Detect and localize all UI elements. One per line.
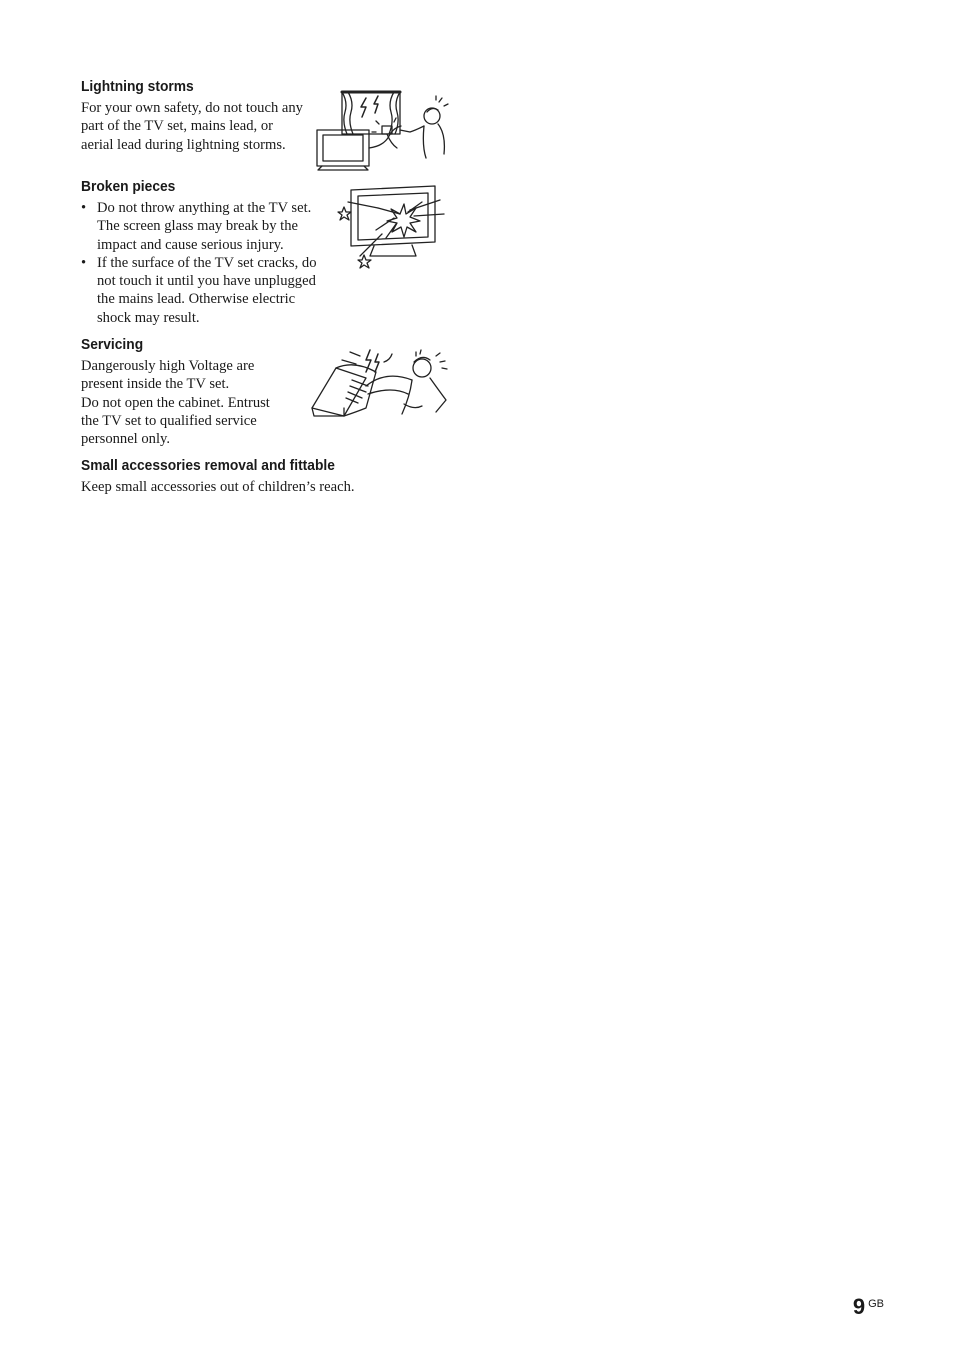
section-small-accessories	[81, 457, 357, 496]
section-broken-pieces	[81, 178, 317, 327]
heading-broken-pieces: Broken pieces	[81, 178, 176, 195]
page-number-suffix: GB	[868, 1298, 884, 1310]
tv-lightning-illustration	[314, 88, 452, 172]
heading-small-accessories: Small accessories removal and fittable	[81, 457, 335, 474]
text-line: The screen glass may break by the	[97, 218, 298, 235]
lightning-storms-text	[81, 99, 303, 154]
text-line: the mains lead. Otherwise electric	[97, 291, 296, 308]
text-line: If the surface of the TV set cracks, do	[97, 254, 317, 271]
text-line: personnel only.	[81, 431, 171, 448]
text-line: the TV set to qualified service	[81, 412, 257, 429]
text-line: For your own safety, do not touch any	[81, 100, 303, 116]
text-line: not touch it until you have unplugged	[97, 273, 316, 290]
bullet-symbol: •	[81, 254, 87, 271]
section-servicing	[81, 336, 270, 448]
bullet-symbol: •	[81, 200, 87, 216]
page-number	[853, 1294, 884, 1320]
text-line: shock may result.	[97, 309, 200, 326]
text-line: aerial lead during lightning storms.	[81, 136, 286, 153]
tv-servicing-shock-illustration	[308, 346, 452, 428]
small-accessories-text	[81, 478, 357, 496]
list-item	[81, 199, 317, 254]
heading-servicing: Servicing	[81, 336, 144, 353]
section-lightning-storms	[81, 78, 303, 154]
broken-pieces-list	[81, 199, 317, 327]
text-line: Dangerously high Voltage are	[81, 358, 255, 374]
text-line: Do not open the cabinet. Entrust	[81, 394, 270, 411]
tv-broken-glass-illustration	[334, 184, 452, 270]
page-number-value: 9	[852, 1294, 866, 1319]
heading-lightning-storms: Lightning storms	[81, 78, 194, 95]
text-line: part of the TV set, mains lead, or	[81, 118, 273, 135]
text-line: Do not throw anything at the TV set.	[97, 200, 312, 216]
text-line: impact and cause serious injury.	[97, 236, 284, 253]
list-item	[81, 254, 317, 327]
text-line: Keep small accessories out of children’s reach.	[81, 479, 355, 495]
servicing-text	[81, 357, 270, 448]
text-line: present inside the TV set.	[81, 376, 230, 393]
